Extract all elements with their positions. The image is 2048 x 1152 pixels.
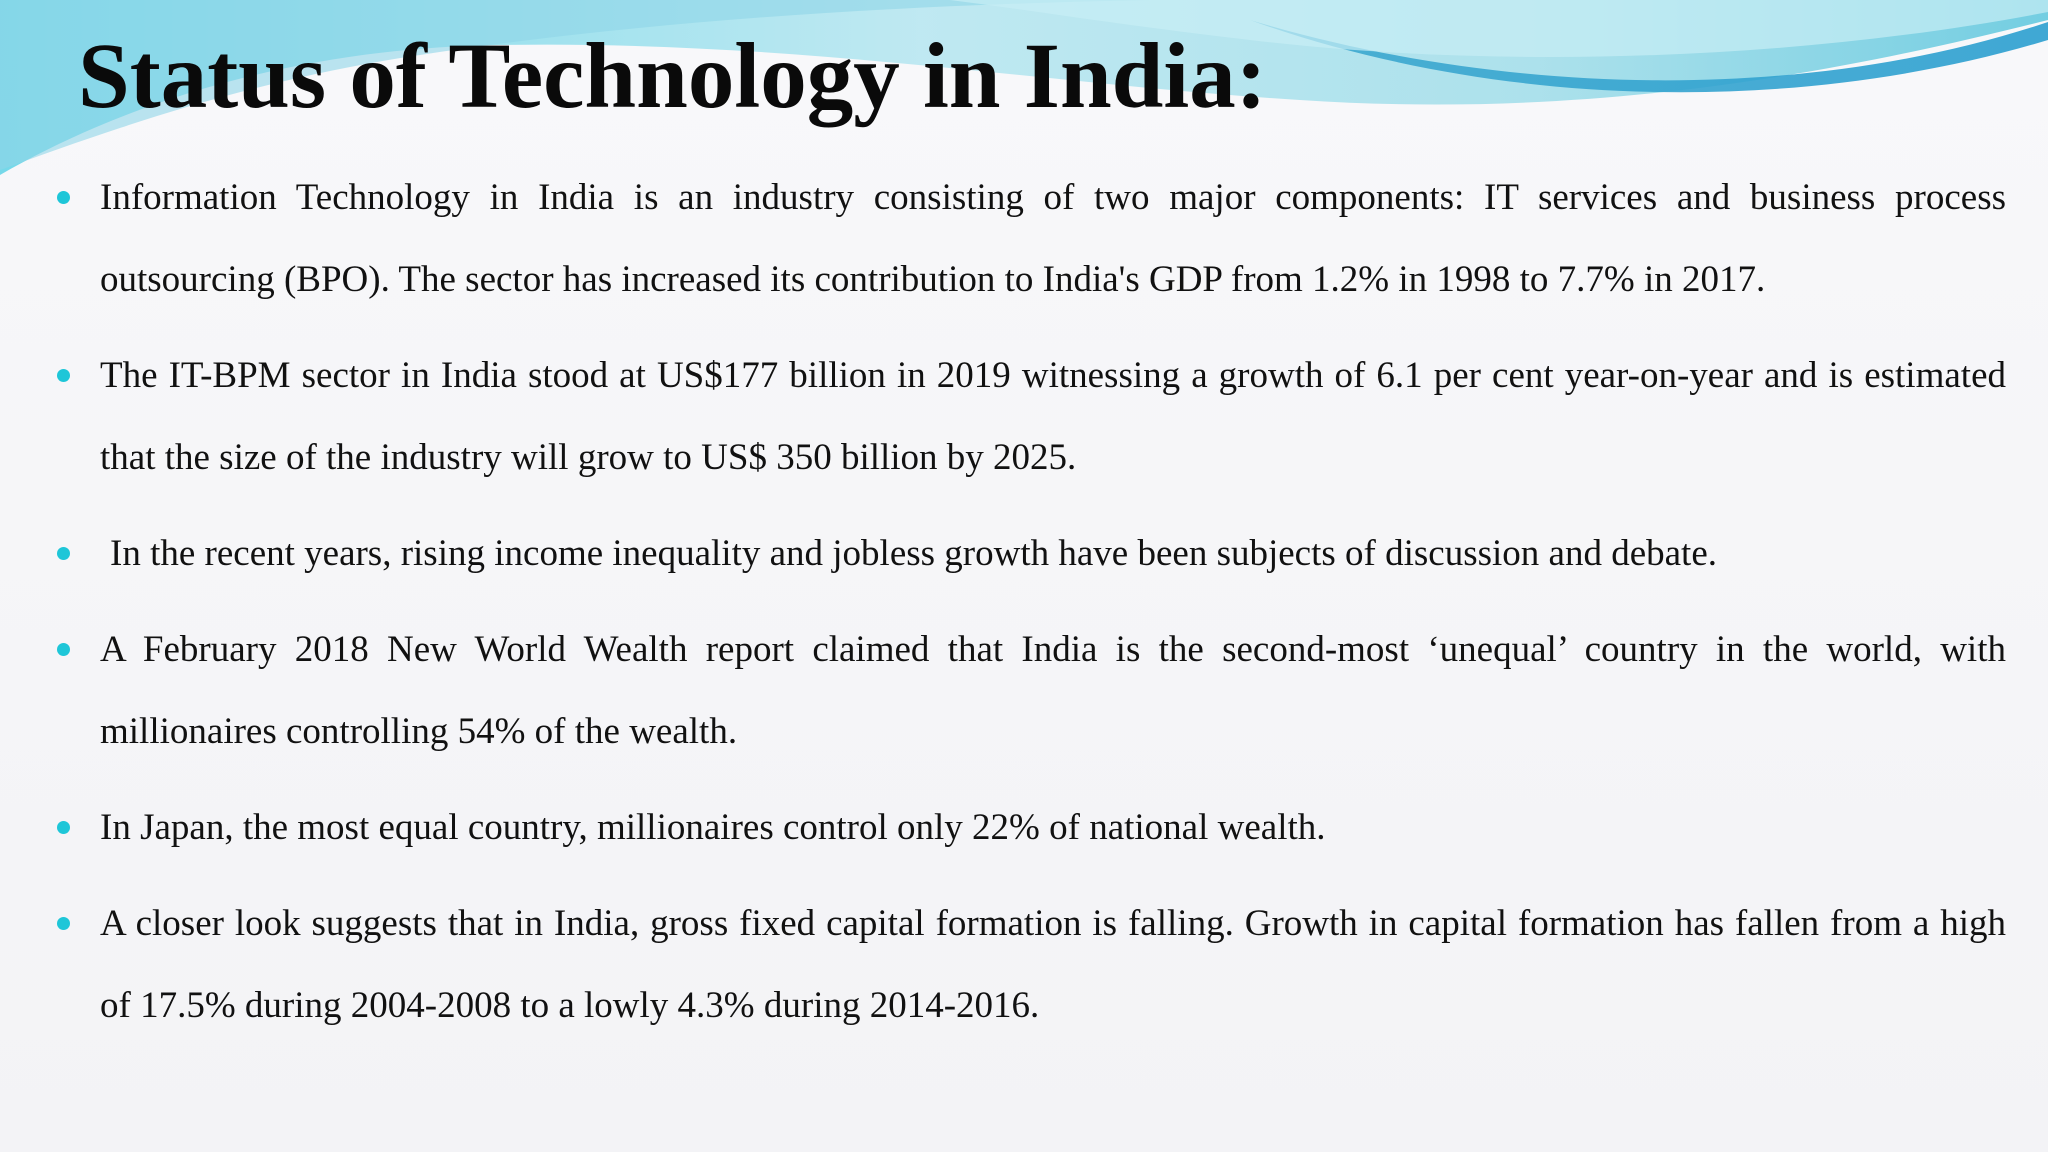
bullet-text: Information Technology in India is an industry consisting of two major components: IT services and business process outsourcing (BPO). The sector has increased its contribution to India's GDP from 1.2% in 1998 to 7.7% in 2017. — [100, 177, 2006, 300]
bullet-text: The IT-BPM sector in India stood at US$177 billion in 2019 witnessing a growth of 6.1 per cent year-on-year and is estimated that the size of the industry will grow to US$ 350 billion by 2025. — [100, 355, 2006, 478]
bullet-dot-icon — [57, 917, 70, 930]
bullet-dot-icon — [57, 643, 70, 656]
bullet-dot-icon — [57, 547, 70, 560]
slide-title: Status of Technology in India: — [78, 25, 1267, 128]
bullet-dot-icon — [57, 191, 70, 204]
bullet-text: A February 2018 New World Wealth report claimed that India is the second-most ‘unequal’ country in the world, with millionaires controlling 54% of the wealth. — [100, 629, 2006, 752]
bullet-dot-icon — [57, 369, 70, 382]
bullet-text: In Japan, the most equal country, millionaires control only 22% of national wealth. — [100, 807, 1326, 848]
bullet-text: A closer look suggests that in India, gross fixed capital formation is falling. Growth in capital formation has fallen from a high of 17.5% during 2004-2008 to a lowly 4.3% during 2014-2016. — [100, 903, 2006, 1026]
bullet-dot-icon — [57, 821, 70, 834]
bullet-text: In the recent years, rising income inequality and jobless growth have been subjects of discussion and debate. — [110, 533, 1717, 574]
